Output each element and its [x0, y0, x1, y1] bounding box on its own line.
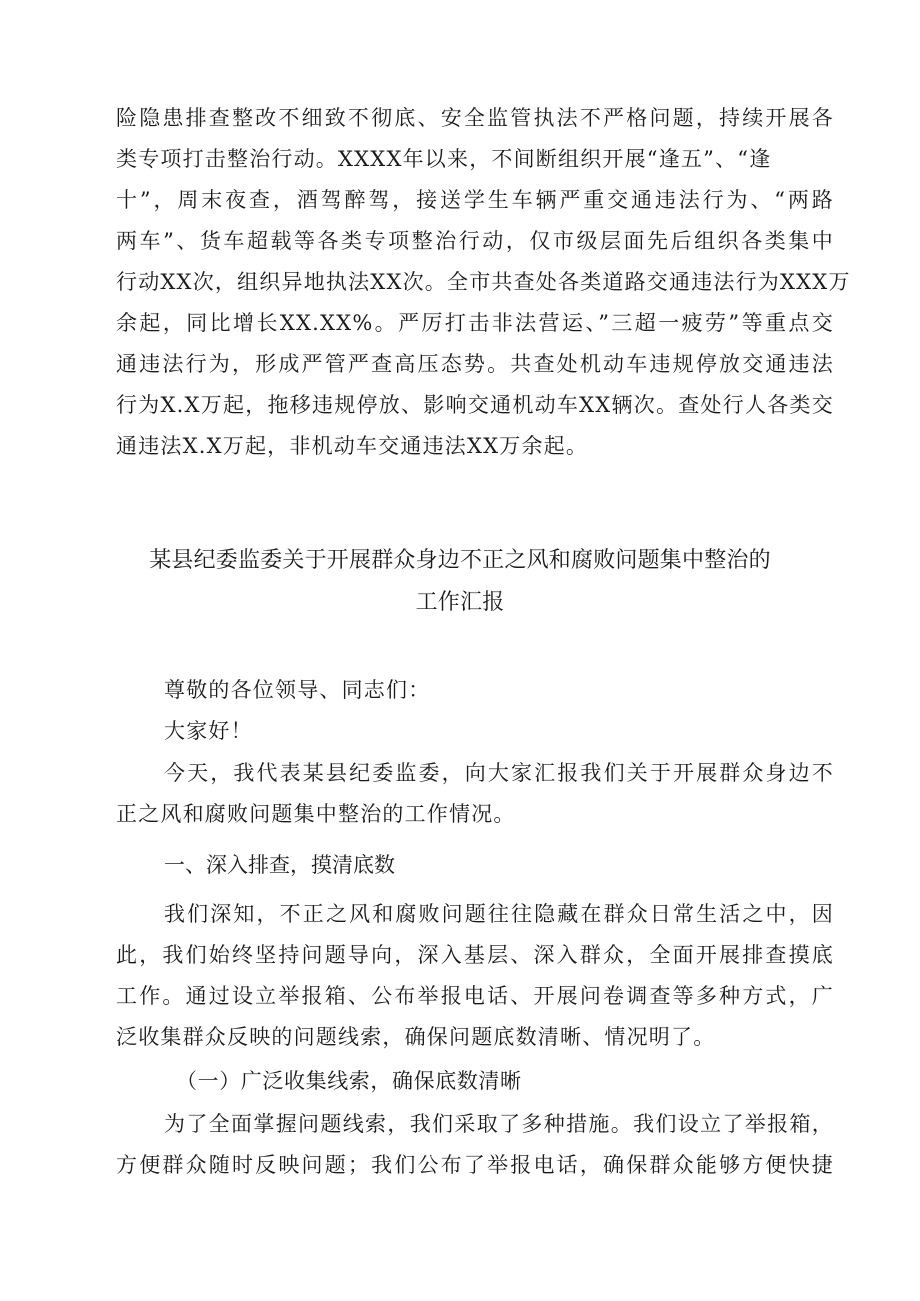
paragraph-line: 泛收集群众反映的问题线索，确保问题底数清晰、情况明了。	[116, 1025, 716, 1049]
paragraph-line: 通违法行为，形成严管严查高压态势。共查处机动车违规停放交通违法	[116, 352, 834, 376]
paragraph-line: 正之风和腐败问题集中整治的工作情况。	[116, 802, 516, 826]
greeting: 大家好！	[164, 719, 253, 743]
paragraph-line: 险隐患排查整改不细致不彻底、安全监管执法不严格问题，持续开展各	[116, 106, 834, 130]
paragraph-line: 两车”、货车超载等各类专项整治行动，仅市级层面先后组织各类集中	[116, 229, 834, 253]
report-title-line-2: 工作汇报	[415, 590, 505, 615]
paragraph-line: 为了全面掌握问题线索，我们采取了多种措施。我们设立了举报箱，	[164, 1112, 834, 1136]
paragraph-line: 余起，同比增长XX.XX%。严厉打击非法营运、”三超一疲劳”等重点交	[116, 311, 834, 335]
section-heading: 一、深入排查，摸清底数	[164, 853, 395, 877]
paragraph-line: 通违法X.X万起，非机动车交通违法XX万余起。	[116, 434, 589, 458]
paragraph-line: 我们深知，不正之风和腐败问题往往隐藏在群众日常生活之中，因	[164, 902, 834, 926]
paragraph-line: 今天，我代表某县纪委监委，向大家汇报我们关于开展群众身边不	[164, 761, 834, 785]
paragraph-line: 类专项打击整治行动。XXXX年以来，不间断组织开展“逢五”、“逢	[116, 147, 772, 171]
paragraph-line: 十”，周末夜查，酒驾醉驾，接送学生车辆严重交通违法行为、“两路	[116, 188, 834, 212]
salutation: 尊敬的各位领导、同志们：	[164, 678, 431, 702]
report-title-line-1: 某县纪委监委关于开展群众身边不正之风和腐败问题集中整治的	[149, 548, 771, 573]
paragraph-line: 行为X.X万起，拖移违规停放、影响交通机动车XX辆次。查处行人各类交	[116, 393, 834, 417]
subsection-heading: （一）广泛收集线索，确保底数清晰	[176, 1069, 522, 1093]
paragraph-line: 行动XX次，组织异地执法XX次。全市共查处各类道路交通违法行为XXX万	[116, 270, 851, 294]
paragraph-line: 此，我们始终坚持问题导向，深入基层、深入群众，全面开展排查摸底	[116, 943, 834, 967]
paragraph-line: 工作。通过设立举报箱、公布举报电话、开展问卷调查等多种方式，广	[116, 984, 834, 1008]
paragraph-line: 方便群众随时反映问题；我们公布了举报电话，确保群众能够方便快捷	[116, 1153, 834, 1177]
